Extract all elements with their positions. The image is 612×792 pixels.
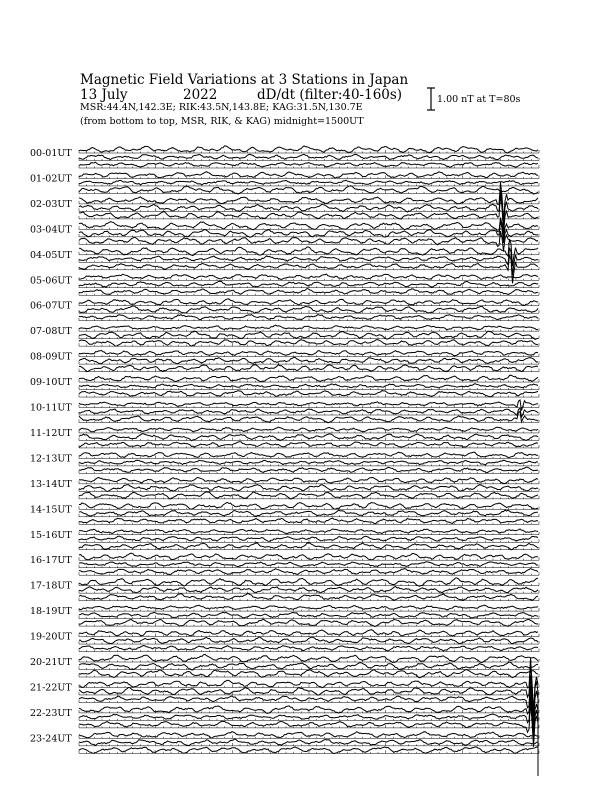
hour-label: 11-12UT: [30, 427, 72, 439]
station-trace: [79, 460, 538, 465]
hour-row: [30, 218, 539, 252]
hour-row: [30, 351, 539, 372]
hour-label: 13-14UT: [30, 478, 72, 490]
hour-label: 18-19UT: [30, 606, 72, 618]
station-trace: [79, 536, 538, 541]
hour-row: [30, 529, 539, 550]
hour-row: [30, 375, 539, 397]
station-trace: [79, 274, 538, 279]
hour-label: 21-22UT: [30, 682, 72, 694]
hour-row: [30, 146, 539, 168]
scale-bar-label: 1.00 nT at T=80s: [437, 94, 521, 105]
hour-label: 14-15UT: [30, 504, 72, 516]
station-trace: [79, 703, 538, 747]
hour-row: [30, 658, 539, 728]
hour-label: 08-09UT: [30, 351, 72, 363]
station-trace: [79, 154, 538, 159]
hour-label: 00-01UT: [30, 148, 72, 159]
scale-bar: [427, 88, 435, 110]
hour-label: 07-08UT: [30, 326, 72, 338]
hour-label: 20-21UT: [30, 657, 72, 668]
hour-label: 16-17UT: [30, 555, 72, 567]
station-trace: [79, 605, 538, 610]
station-trace: [79, 658, 538, 712]
hour-row: [30, 578, 539, 601]
station-trace: [79, 180, 538, 185]
hour-row: [30, 605, 539, 626]
station-coordinates: MSR:44.4N,142.3E; RIK:43.5N,143.8E; KAG:31.5N,130.7E: [80, 102, 363, 113]
hour-row: [30, 427, 539, 448]
hour-row: [30, 452, 539, 473]
station-trace: [79, 315, 538, 320]
station-trace: [79, 384, 538, 388]
hour-row: [30, 400, 539, 423]
station-trace: [79, 408, 538, 417]
hour-label: 15-16UT: [30, 529, 72, 541]
hour-label: 01-02UT: [30, 173, 72, 185]
hour-label: 06-07UT: [30, 300, 72, 312]
station-trace: [79, 529, 538, 534]
hour-row: [30, 299, 539, 321]
hour-row: [30, 172, 539, 194]
hour-label: 23-24UT: [30, 733, 72, 745]
hour-label: 17-18UT: [30, 580, 72, 592]
chart-date: 13 July: [80, 87, 128, 103]
hour-label: 02-03UT: [30, 198, 72, 210]
station-trace: [79, 190, 538, 227]
hour-label: 19-20UT: [30, 631, 72, 643]
chart-method: dD/dt (filter:40-160s): [257, 87, 403, 103]
station-trace: [79, 325, 538, 330]
hour-label: 05-06UT: [30, 275, 72, 287]
hour-row: [30, 477, 539, 499]
hour-label: 09-10UT: [30, 377, 72, 389]
chart-year: 2022: [183, 87, 218, 103]
station-trace: [79, 351, 538, 356]
station-trace: [79, 289, 538, 295]
hour-row: [30, 274, 539, 295]
hour-row: [30, 502, 539, 524]
station-trace: [79, 562, 538, 567]
hour-row: [30, 732, 539, 754]
hour-label: 22-23UT: [30, 707, 72, 719]
hour-label: 03-04UT: [30, 224, 72, 236]
hour-row: [30, 239, 539, 283]
hour-row: [30, 654, 539, 677]
station-trace: [79, 162, 538, 167]
station-trace: [79, 452, 538, 457]
hour-row: [30, 325, 539, 346]
hour-row: [30, 553, 539, 575]
station-order-note: (from bottom to top, MSR, RIK, & KAG) midnight=1500UT: [80, 116, 364, 127]
station-trace: [79, 427, 538, 432]
station-trace: [79, 221, 538, 243]
hour-row: [30, 630, 539, 652]
hour-label: 04-05UT: [30, 249, 72, 261]
hour-label: 12-13UT: [30, 453, 72, 465]
chart-title: Magnetic Field Variations at 3 Stations in Japan: [80, 72, 409, 88]
hour-label: 10-11UT: [30, 402, 72, 414]
